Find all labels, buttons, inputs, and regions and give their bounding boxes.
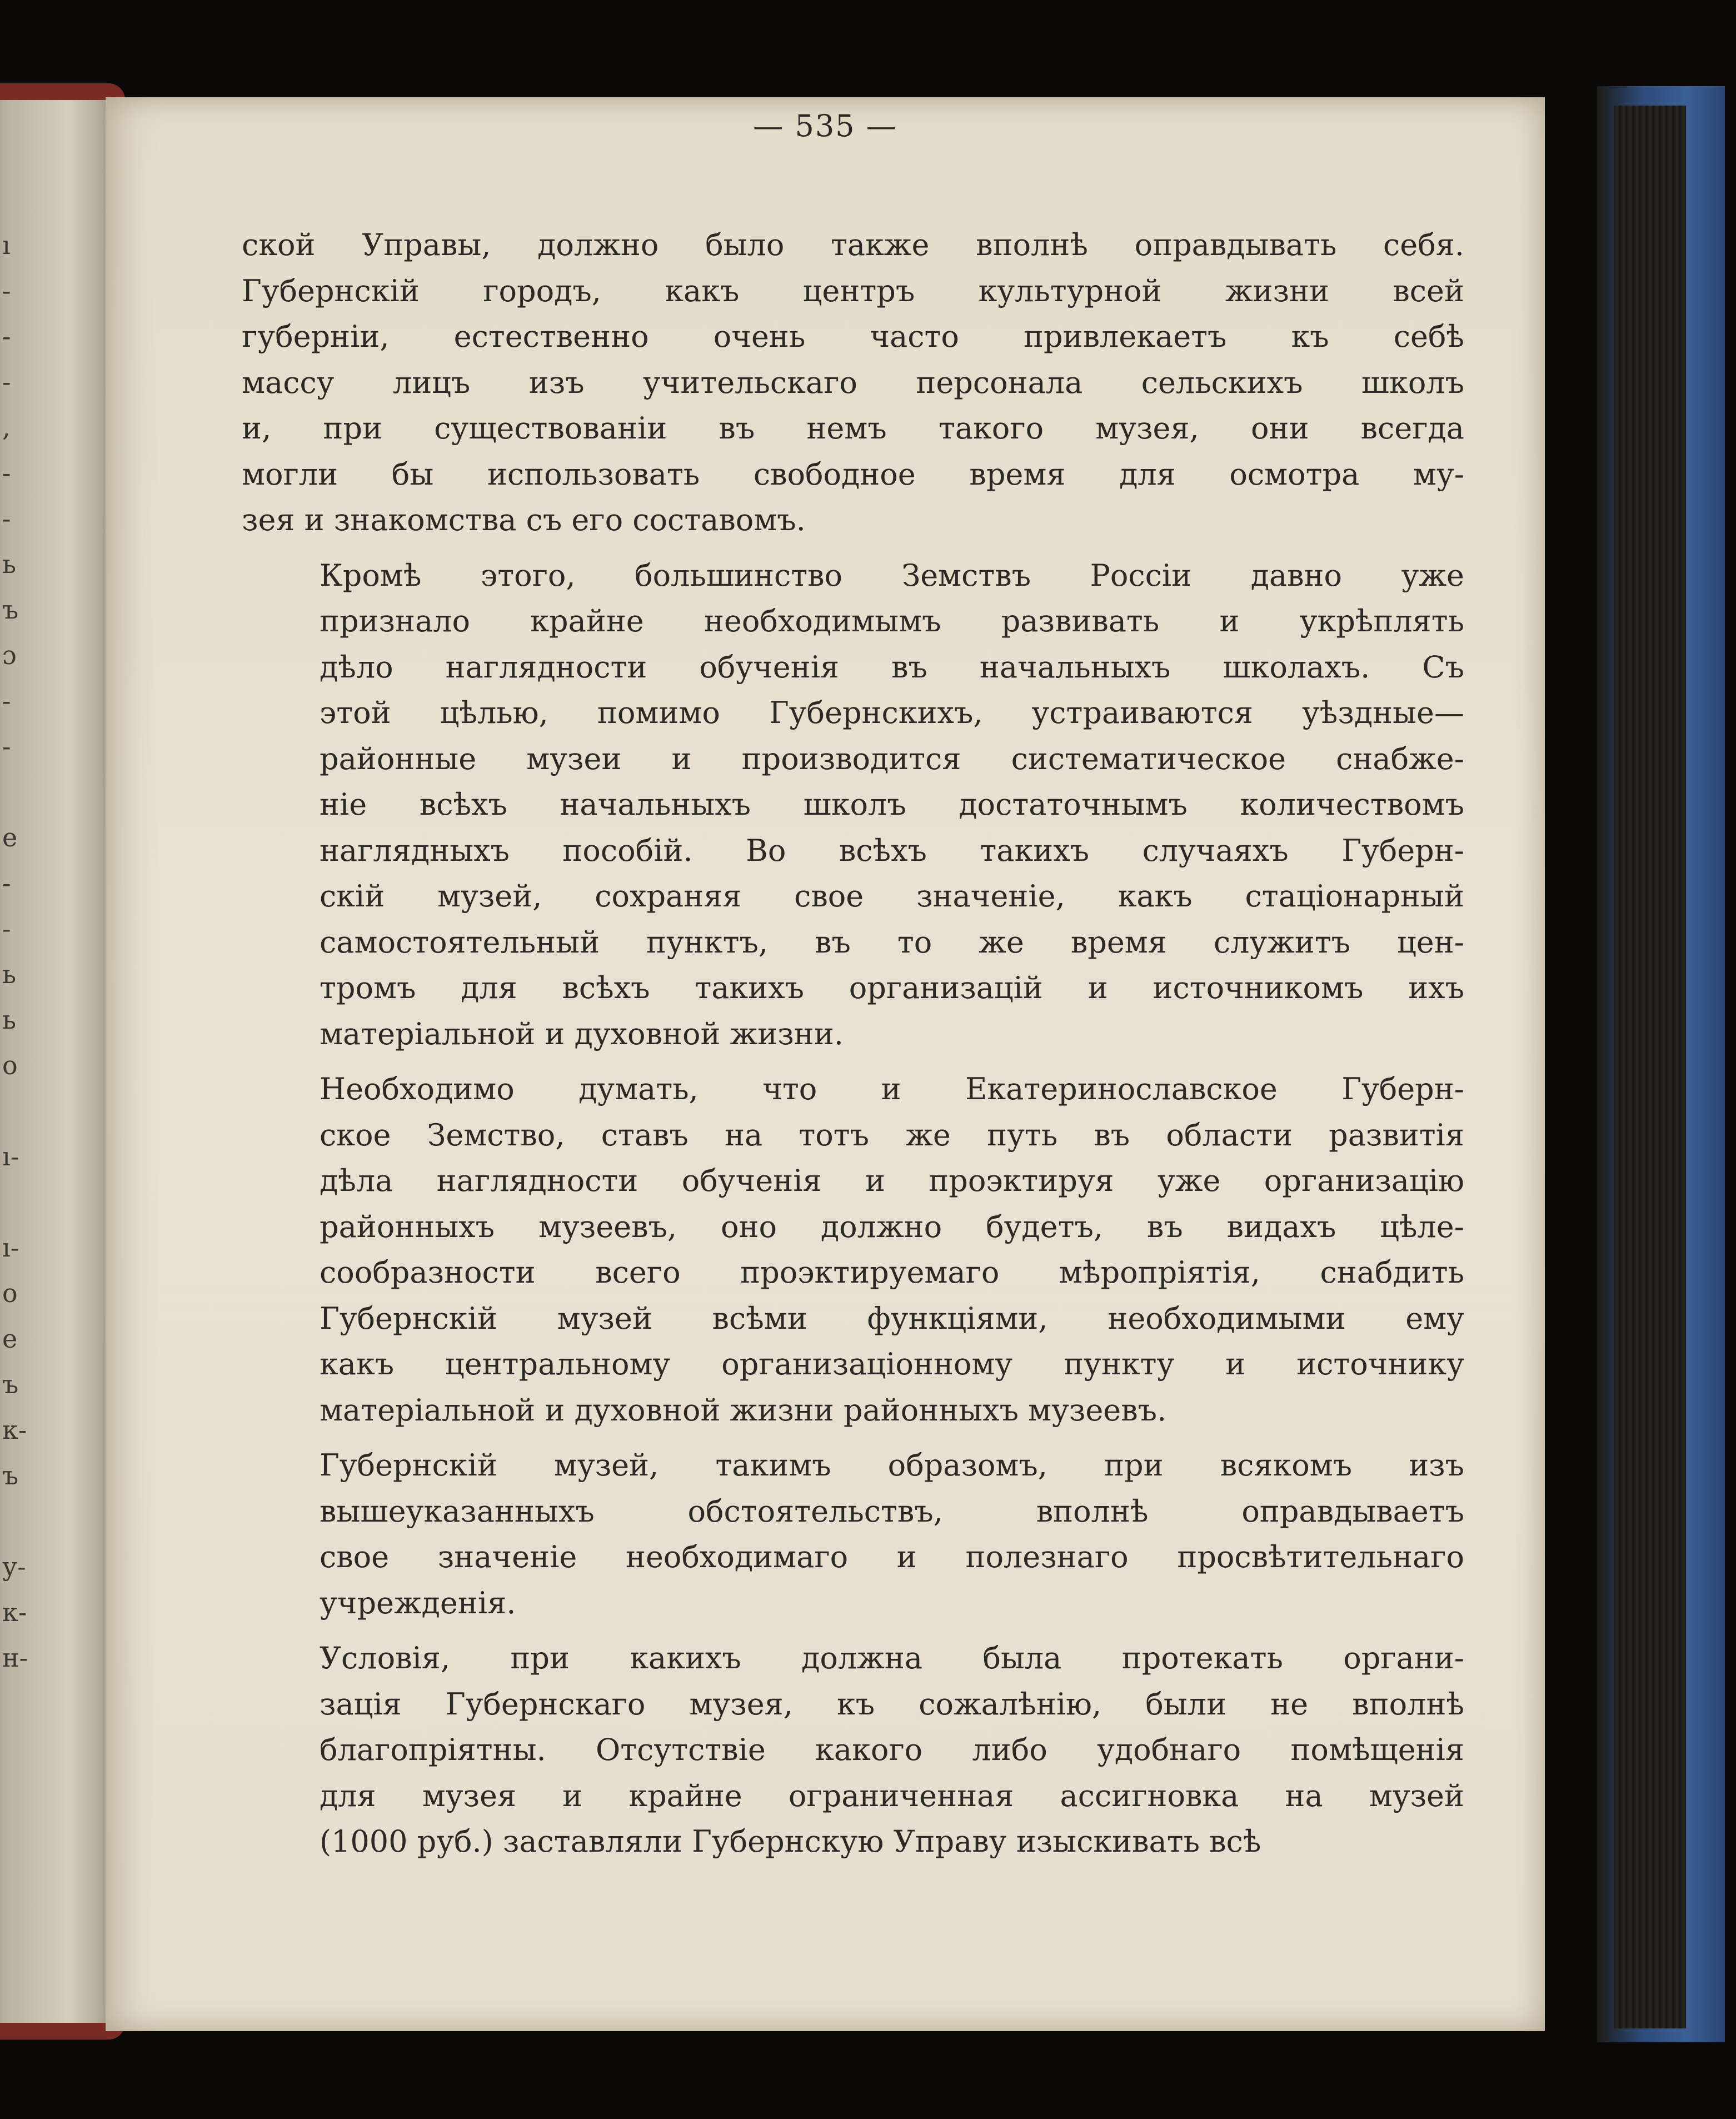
- previous-page-fragment: -: [2, 686, 11, 716]
- previous-page-fragment: [2, 769, 36, 815]
- previous-page-fragment: -: [2, 731, 11, 761]
- text-line: зація Губернскаго музея, къ сожалѣнію, были не вполнѣ: [320, 1686, 1464, 1722]
- previous-page-fragment: е: [2, 1324, 18, 1354]
- text-line: для музея и крайне ограниченная ассигновка на музей: [320, 1778, 1464, 1813]
- text-line: признало крайне необходимымъ развивать и укрѣплять: [320, 604, 1464, 639]
- text-line: районные музеи и производится систематическое снабже-: [320, 741, 1464, 776]
- text-line: этой цѣлью, помимо Губернскихъ, устраиваются уѣздные—: [320, 695, 1464, 730]
- text-line: могли бы использовать свободное время для осмотра му-: [242, 456, 1464, 492]
- text-line: Кромѣ этого, большинство Земствъ Россіи давно уже: [320, 557, 1464, 593]
- previous-page-fragment: ı: [2, 230, 11, 260]
- previous-page-fragment: -: [2, 367, 11, 397]
- text-line: ское Земство, ставъ на тотъ же путь въ области развитія: [320, 1117, 1464, 1153]
- previous-page-fragment: [2, 1498, 36, 1544]
- previous-page-fragment: у-: [2, 1552, 26, 1582]
- text-line: ніе всѣхъ начальныхъ школъ достаточнымъ количествомъ: [320, 787, 1464, 822]
- previous-page-fragment: ъ: [2, 1369, 19, 1399]
- paragraph: [242, 1443, 1464, 1626]
- previous-page-fragment: ь: [2, 959, 17, 989]
- previous-page-fragment: ь: [2, 1005, 17, 1035]
- page-number: — 535 —: [753, 108, 897, 143]
- text-line: районныхъ музеевъ, оно должно будетъ, въ видахъ цѣле-: [320, 1209, 1464, 1244]
- text-line: учрежденія.: [320, 1585, 516, 1621]
- previous-page-fragment: -: [2, 276, 11, 306]
- previous-page-fragment: ı-: [2, 1233, 19, 1263]
- previous-page-fragments: [2, 222, 36, 1681]
- text-line: матеріальной и духовной жизни районныхъ музеевъ.: [320, 1392, 1167, 1428]
- text-line: скій музей, сохраняя свое значеніе, какъ стаціонарный: [320, 879, 1464, 914]
- previous-page-fragment: -: [2, 914, 11, 944]
- previous-page-fragment: ,: [2, 412, 11, 442]
- text-line: самостоятельный пунктъ, въ то же время служитъ цен-: [320, 924, 1464, 960]
- previous-page-fragment: ь: [2, 549, 17, 579]
- text-line: ской Управы, должно было также вполнѣ оправдывать себя.: [242, 227, 1464, 262]
- previous-page-fragment: e: [2, 822, 18, 852]
- text-line: Губернскій музей, такимъ образомъ, при всякомъ изъ: [320, 1448, 1464, 1483]
- text-line: Условія, при какихъ должна была протекать органи-: [320, 1641, 1464, 1676]
- previous-page-fragment: -: [2, 321, 11, 351]
- text-line: Губернскій городъ, какъ центръ культурной жизни всей: [242, 273, 1464, 308]
- text-line: сообразности всего проэктируемаго мѣропріятія, снабдить: [320, 1255, 1464, 1290]
- text-line: тромъ для всѣхъ такихъ организацій и источникомъ ихъ: [320, 970, 1464, 1005]
- previous-page-fragment: о: [2, 1278, 18, 1308]
- text-line: губерніи, естественно очень часто привлекаетъ къ себѣ: [242, 319, 1464, 354]
- previous-page-fragment: к-: [2, 1415, 27, 1445]
- previous-page-fragment: к-: [2, 1597, 27, 1627]
- page-text: [242, 222, 1464, 1865]
- text-line: Необходимо думать, что и Екатеринославское Губерн-: [320, 1071, 1464, 1106]
- text-line: вышеуказанныхъ обстоятельствъ, вполнѣ оправдываетъ: [320, 1493, 1464, 1529]
- text-line: (1000 руб.) заставляли Губернскую Управу изыскивать всѣ: [320, 1824, 1261, 1859]
- text-line: какъ центральному организаціонному пункту и источнику: [320, 1347, 1464, 1382]
- text-line: свое значеніе необходимаго и полезнаго просвѣтительнаго: [320, 1539, 1464, 1574]
- previous-page-fragment: ъ: [2, 1460, 19, 1490]
- book-page: [106, 97, 1545, 2031]
- text-line: матеріальной и духовной жизни.: [320, 1016, 844, 1051]
- paragraph: [242, 1066, 1464, 1433]
- previous-page-fragment: -: [2, 503, 11, 534]
- previous-page-fragment: о: [2, 1050, 18, 1080]
- text-line: наглядныхъ пособій. Во всѣхъ такихъ случаяхъ Губерн-: [320, 832, 1464, 868]
- paragraph: [242, 553, 1464, 1058]
- previous-page-fragment: ъ: [2, 595, 19, 625]
- paragraph: [242, 222, 1464, 544]
- text-line: благопріятны. Отсутствіе какого либо удобнаго помѣщенія: [320, 1732, 1464, 1767]
- text-line: дѣла наглядности обученія и проэктируя уже организацію: [320, 1163, 1464, 1198]
- previous-page-fragment: н-: [2, 1643, 28, 1673]
- text-line: зея и знакомства съ его составомъ.: [242, 502, 806, 537]
- text-line: Губернскій музей всѣми функціями, необходимыми ему: [320, 1300, 1464, 1336]
- page-block-edge: [1614, 106, 1686, 2028]
- previous-page-fragment: -: [2, 868, 11, 898]
- paragraph: [242, 1636, 1464, 1865]
- previous-page-fragment: ı-: [2, 1141, 19, 1171]
- previous-page-fragment: [2, 1179, 36, 1225]
- text-line: массу лицъ изъ учительскаго персонала сельскихъ школъ: [242, 365, 1464, 400]
- previous-page-fragment: ɔ: [2, 640, 17, 670]
- text-line: дѣло наглядности обученія въ начальныхъ школахъ. Съ: [320, 649, 1464, 685]
- previous-page-fragment: -: [2, 458, 11, 488]
- text-line: и, при существованіи въ немъ такого музея, они всегда: [242, 411, 1464, 446]
- previous-page-fragment: [2, 1088, 36, 1134]
